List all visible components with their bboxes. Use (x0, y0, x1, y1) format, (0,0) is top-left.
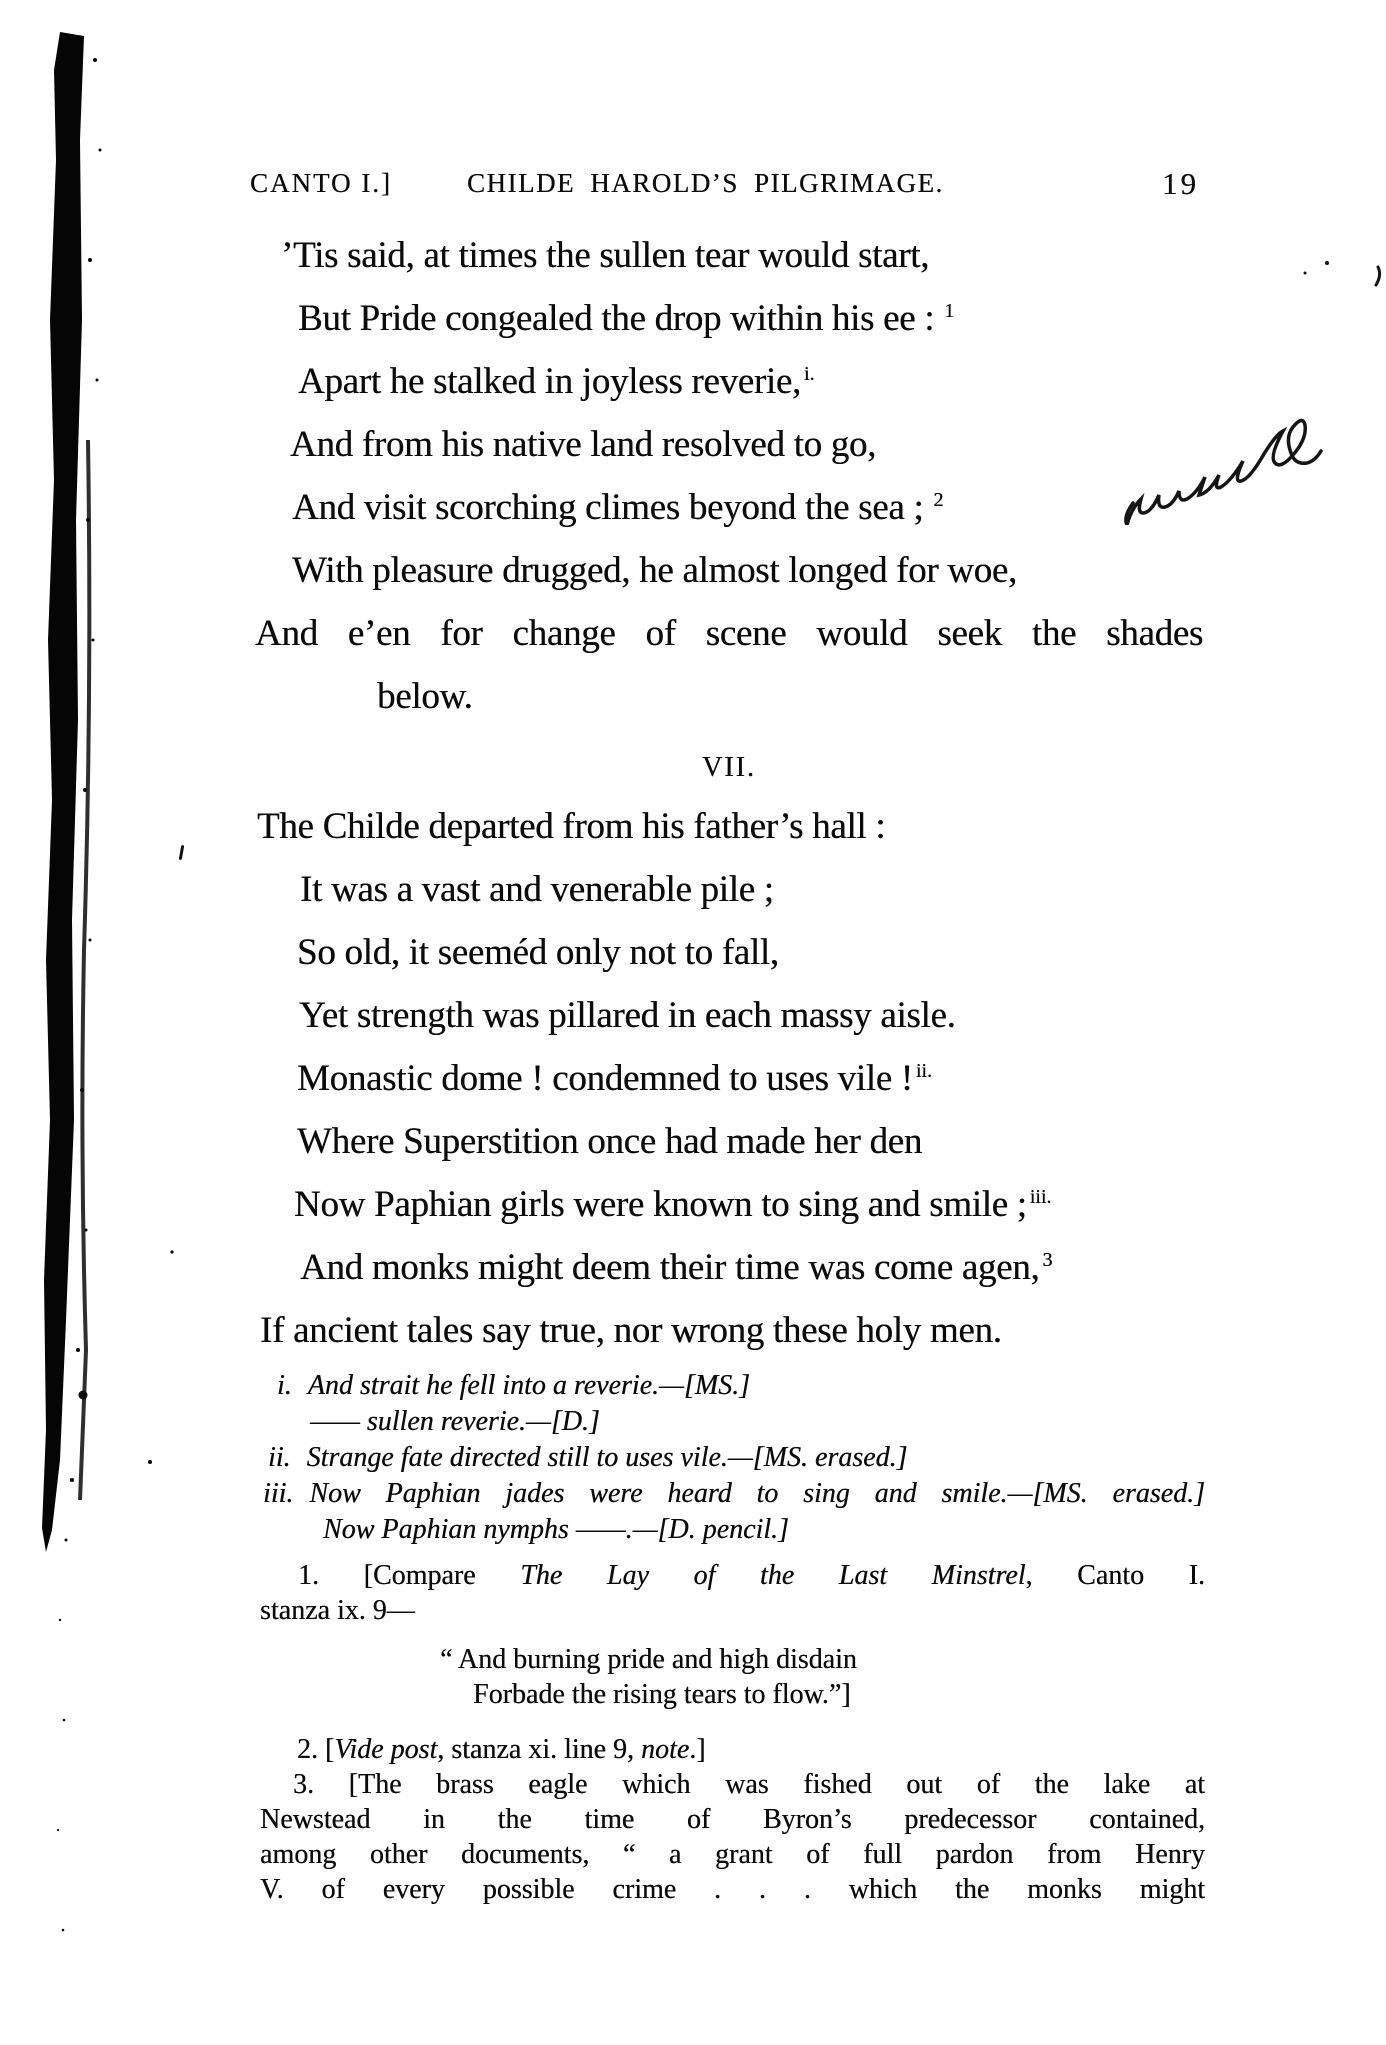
footnote-text: among other documents, “ a grant of full pardon from Henry (260, 1839, 1205, 1870)
poem-line (255, 665, 1203, 728)
poem-line-text: Monastic dome ! condemned to uses vile ! (297, 1058, 913, 1099)
footnote-text: stanza ix. 9— (260, 1595, 415, 1626)
poem-line (255, 350, 1203, 413)
footnote-marker: 1 (944, 300, 955, 322)
footnote-text: , Canto I. (1025, 1560, 1205, 1591)
running-title: CHILDE HAROLD’S PILGRIMAGE. (467, 168, 944, 198)
poem-line (255, 539, 1203, 602)
footnote-line (260, 1558, 1205, 1593)
cited-work-title: The Lay of the Last Minstrel (520, 1560, 1026, 1591)
footnote-marker: ii. (915, 1060, 932, 1082)
poem-line-text: So old, it seeméd only not to fall, (297, 932, 779, 973)
editor-footnotes (260, 1558, 1205, 1907)
variant-note-label: ii. (268, 1442, 291, 1473)
footnote-line (260, 1732, 1205, 1767)
poem-line-text: If ancient tales say true, nor wrong these holy men. (260, 1310, 1002, 1351)
poem-line (255, 224, 1203, 287)
canto-label: CANTO I.] (250, 168, 392, 198)
footnote-text: 1. [Compare (298, 1560, 521, 1591)
footnote-text: V. of every possible crime . . . which the monks might (260, 1874, 1205, 1905)
poem-line-text: And e’en for change of scene would seek the shades (255, 613, 1203, 654)
poem-line-text: With pleasure drugged, he almost longed for woe, (292, 550, 1017, 591)
page-number: 19 (1162, 166, 1199, 201)
poem-line-text: The Childe departed from his father’s hall : (257, 806, 886, 847)
footnote-line (260, 1837, 1205, 1872)
poem-line-text: Now Paphian girls were known to sing and smile ; (294, 1184, 1027, 1225)
footnote-text: Forbade the rising tears to flow.”] (473, 1679, 851, 1710)
poem-line-text: ’Tis said, at times the sullen tear would start, (281, 235, 930, 276)
footnote-marker: 3 (1042, 1249, 1053, 1271)
poem-line (255, 1236, 1203, 1299)
variant-note-line (260, 1440, 1205, 1476)
latin-phrase: Vide post (334, 1734, 438, 1765)
variant-note-text: —— sullen reverie.—[D.] (310, 1406, 600, 1437)
stanza-vi (255, 224, 1203, 728)
binding-shadow-edge (0, 0, 220, 2045)
footnote-line (260, 1593, 1205, 1628)
poem-line (255, 921, 1203, 984)
variant-note-line (260, 1476, 1205, 1512)
variant-note-text: Now Paphian nymphs ——.—[D. pencil.] (323, 1514, 789, 1545)
quoted-verse-line (260, 1677, 1205, 1712)
poem-line-text: Apart he stalked in joyless reverie, (298, 361, 801, 402)
quoted-verse-line (260, 1642, 1205, 1677)
poem-line-text: Yet strength was pillared in each massy aisle. (299, 995, 956, 1036)
variant-note-text: And strait he fell into a reverie.—[MS.] (307, 1370, 751, 1401)
footnote-marker: 2 (933, 489, 944, 511)
footnote-line (260, 1802, 1205, 1837)
poem-line (255, 858, 1203, 921)
poem-line (255, 1173, 1203, 1236)
poem-line (255, 984, 1203, 1047)
poem-line (255, 1047, 1203, 1110)
poem-line (255, 1110, 1203, 1173)
footnote-text: .] (689, 1734, 706, 1765)
variant-note-line (260, 1368, 1205, 1404)
poem-line (255, 476, 1203, 539)
variant-note-text: Strange fate directed still to uses vile.—[MS. erased.] (306, 1442, 908, 1473)
poem-line-text: But Pride congealed the drop within his ee : (298, 298, 935, 339)
footnote-text: , stanza xi. line 9, (437, 1734, 641, 1765)
poem-line-text: below. (377, 676, 473, 717)
poem-line-text: And visit scorching climes beyond the sea ; (292, 487, 924, 528)
poem-line-text: And from his native land resolved to go, (290, 424, 877, 465)
poem-line (255, 413, 1203, 476)
footnote-line (260, 1767, 1205, 1802)
footnote-marker: i. (803, 363, 815, 385)
poem-line (255, 795, 1203, 858)
variant-note-label: iii. (263, 1478, 294, 1509)
footnote-text: Newstead in the time of Byron’s predecessor contained, (260, 1804, 1205, 1835)
poem-line-text: And monks might deem their time was come agen, (300, 1247, 1040, 1288)
footnote-text: 2. [ (297, 1734, 335, 1765)
stanza-heading: VII. (702, 752, 756, 783)
poem-line (255, 1299, 1203, 1362)
ms-variant-notes (260, 1368, 1205, 1548)
latin-phrase: note (640, 1734, 690, 1765)
footnote-text: “ And burning pride and high disdain (440, 1644, 857, 1675)
variant-note-line (260, 1404, 1205, 1440)
stanza-vii (255, 795, 1203, 1362)
variant-note-label: i. (277, 1370, 292, 1401)
footnote-marker: iii. (1029, 1186, 1052, 1208)
footnote-line (260, 1872, 1205, 1907)
poem-line (255, 602, 1203, 665)
variant-note-line (260, 1512, 1205, 1548)
variant-note-text: Now Paphian jades were heard to sing and smile.—[MS. erased.] (309, 1478, 1205, 1509)
poem-line-text: Where Superstition once had made her den (297, 1121, 922, 1162)
poem-line (255, 287, 1203, 350)
poem-line-text: It was a vast and venerable pile ; (300, 869, 774, 910)
footnote-text: 3. [The brass eagle which was fished out of the lake at (293, 1769, 1205, 1800)
